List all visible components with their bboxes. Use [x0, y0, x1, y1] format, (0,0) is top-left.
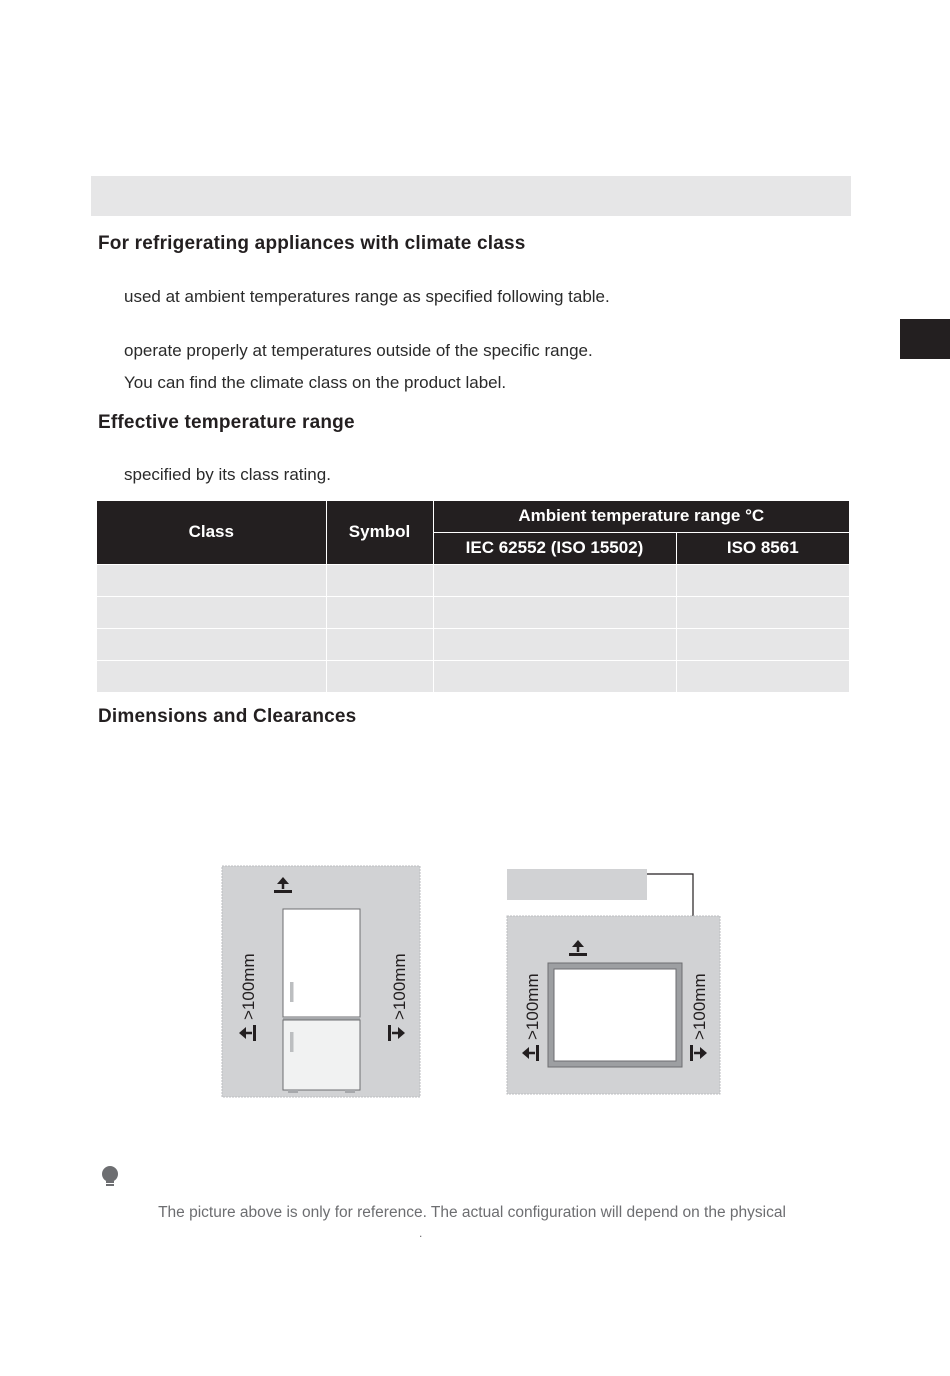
- col-ambient-header: Ambient temperature range °C: [433, 501, 849, 532]
- right-clearance-label: >100mm: [390, 953, 409, 1020]
- table-row: [97, 628, 849, 660]
- climate-text-line-2: operate properly at temperatures outside of the specific range.: [124, 341, 593, 360]
- table-cell: [433, 596, 676, 628]
- callout-label-box: [507, 869, 647, 900]
- climate-class-table: [97, 501, 849, 693]
- table-cell: [326, 660, 433, 692]
- col-iso-header: ISO 8561: [676, 532, 849, 564]
- table-row: [97, 564, 849, 596]
- climate-class-heading: For refrigerating appliances with climate class: [98, 233, 526, 254]
- table-cell: [97, 628, 326, 660]
- table-cell: [676, 660, 849, 692]
- table-cell: [676, 628, 849, 660]
- col-symbol-header: Symbol: [326, 501, 433, 564]
- table-cell: [326, 564, 433, 596]
- top-view-clearance-diagram: [505, 866, 725, 1098]
- table-cell: [676, 564, 849, 596]
- section-header-bar: [91, 176, 851, 216]
- table-cell: [326, 596, 433, 628]
- effective-text-line-1: specified by its class rating.: [124, 465, 331, 484]
- effective-range-heading: Effective temperature range: [98, 412, 355, 433]
- table-cell: [97, 596, 326, 628]
- climate-text-line-1: used at ambient temperatures range as specified following table.: [124, 287, 610, 306]
- left-clearance-label: >100mm: [239, 953, 258, 1020]
- table-cell: [97, 660, 326, 692]
- table-row: [97, 660, 849, 692]
- left-clearance-label: >100mm: [523, 973, 542, 1040]
- note-tail: .: [419, 1226, 423, 1240]
- table-cell: [433, 660, 676, 692]
- table-row: [97, 596, 849, 628]
- table-cell: [676, 596, 849, 628]
- table-cell: [326, 628, 433, 660]
- table-cell: [97, 564, 326, 596]
- fridge-icon: [283, 909, 360, 1093]
- appliance-top-view-icon: [548, 963, 682, 1067]
- col-iec-header: IEC 62552 (ISO 15502): [433, 532, 676, 564]
- climate-text-line-3: You can find the climate class on the product label.: [124, 373, 507, 392]
- front-clearance-diagram: [220, 864, 423, 1100]
- col-class-header: Class: [97, 501, 326, 564]
- right-clearance-label: >100mm: [690, 973, 709, 1040]
- note-text: The picture above is only for reference. The actual configuration will depend on the physical: [158, 1204, 786, 1221]
- dimensions-heading: Dimensions and Clearances: [98, 706, 357, 727]
- table-cell: [433, 564, 676, 596]
- chapter-tab: [900, 319, 950, 359]
- lightbulb-icon: [100, 1165, 120, 1189]
- table-cell: [433, 628, 676, 660]
